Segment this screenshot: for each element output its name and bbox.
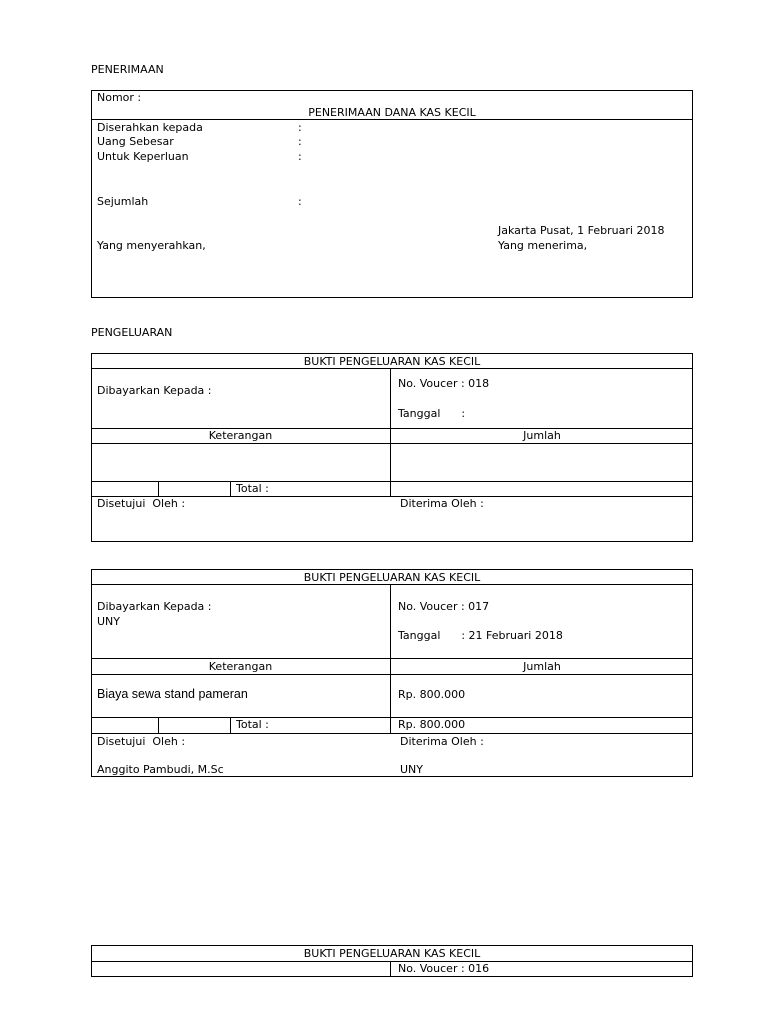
row-divider xyxy=(91,674,693,675)
row-divider xyxy=(91,443,693,444)
approved-label: Disetujui Oleh : xyxy=(97,497,186,510)
voucher-title: BUKTI PENGELUARAN KAS KECIL xyxy=(303,355,481,368)
section-title-penerimaan: PENERIMAAN xyxy=(91,63,164,76)
form-title: PENERIMAAN DANA KAS KECIL xyxy=(308,106,476,119)
form-divider xyxy=(91,119,693,120)
row-divider xyxy=(91,368,693,369)
giver-label: Yang menyerahkan, xyxy=(97,239,206,252)
voucher-title: BUKTI PENGELUARAN KAS KECIL xyxy=(303,571,481,584)
cell-divider xyxy=(230,717,231,733)
cell-divider xyxy=(230,481,231,496)
paid-to-label: Dibayarkan Kepada : xyxy=(97,600,212,613)
voucher-date: Tanggal : xyxy=(398,407,466,420)
col-header-keterangan: Keterangan xyxy=(208,660,273,673)
voucher-018 xyxy=(91,353,693,542)
row-divider xyxy=(91,733,693,734)
row-divider xyxy=(91,961,693,962)
paid-to-label: Dibayarkan Kepada : xyxy=(97,384,212,397)
voucher-number: No. Voucer : 018 xyxy=(398,377,490,390)
place-date: Jakarta Pusat, 1 Februari 2018 xyxy=(498,224,665,237)
field-label-diserahkan: Diserahkan kepada xyxy=(97,121,203,134)
paid-to-value: UNY xyxy=(97,615,120,628)
voucher-number: No. Voucer : 016 xyxy=(398,962,490,975)
item-amount: Rp. 800.000 xyxy=(398,688,466,701)
field-label-sejumlah: Sejumlah xyxy=(97,195,149,208)
total-label: Total : xyxy=(236,482,269,495)
field-colon: : xyxy=(298,195,302,208)
approved-value: Anggito Pambudi, M.Sc xyxy=(97,763,224,776)
voucher-title: BUKTI PENGELUARAN KAS KECIL xyxy=(303,947,481,960)
row-divider xyxy=(91,717,693,718)
received-value: UNY xyxy=(400,763,423,776)
item-description: Biaya sewa stand pameran xyxy=(97,687,248,701)
row-divider xyxy=(91,584,693,585)
section-title-pengeluaran: PENGELUARAN xyxy=(91,326,173,339)
receiver-label: Yang menerima, xyxy=(498,239,588,252)
total-label: Total : xyxy=(236,718,269,731)
field-colon: : xyxy=(298,135,302,148)
field-label-keperluan: Untuk Keperluan xyxy=(97,150,189,163)
column-divider xyxy=(390,961,391,976)
cell-divider xyxy=(158,481,159,496)
received-label: Diterima Oleh : xyxy=(400,497,484,510)
voucher-date: Tanggal : 21 Februari 2018 xyxy=(398,629,563,642)
field-colon: : xyxy=(298,150,302,163)
field-colon: : xyxy=(298,121,302,134)
total-value: Rp. 800.000 xyxy=(398,718,466,731)
voucher-number: No. Voucer : 017 xyxy=(398,600,490,613)
approved-label: Disetujui Oleh : xyxy=(97,735,186,748)
col-header-keterangan: Keterangan xyxy=(208,429,273,442)
field-label-uang: Uang Sebesar xyxy=(97,135,174,148)
col-header-jumlah: Jumlah xyxy=(523,429,561,442)
received-label: Diterima Oleh : xyxy=(400,735,484,748)
nomor-label: Nomor : xyxy=(97,91,142,104)
cell-divider xyxy=(158,717,159,733)
col-header-jumlah: Jumlah xyxy=(523,660,561,673)
row-divider xyxy=(91,481,693,482)
row-divider xyxy=(91,658,693,659)
